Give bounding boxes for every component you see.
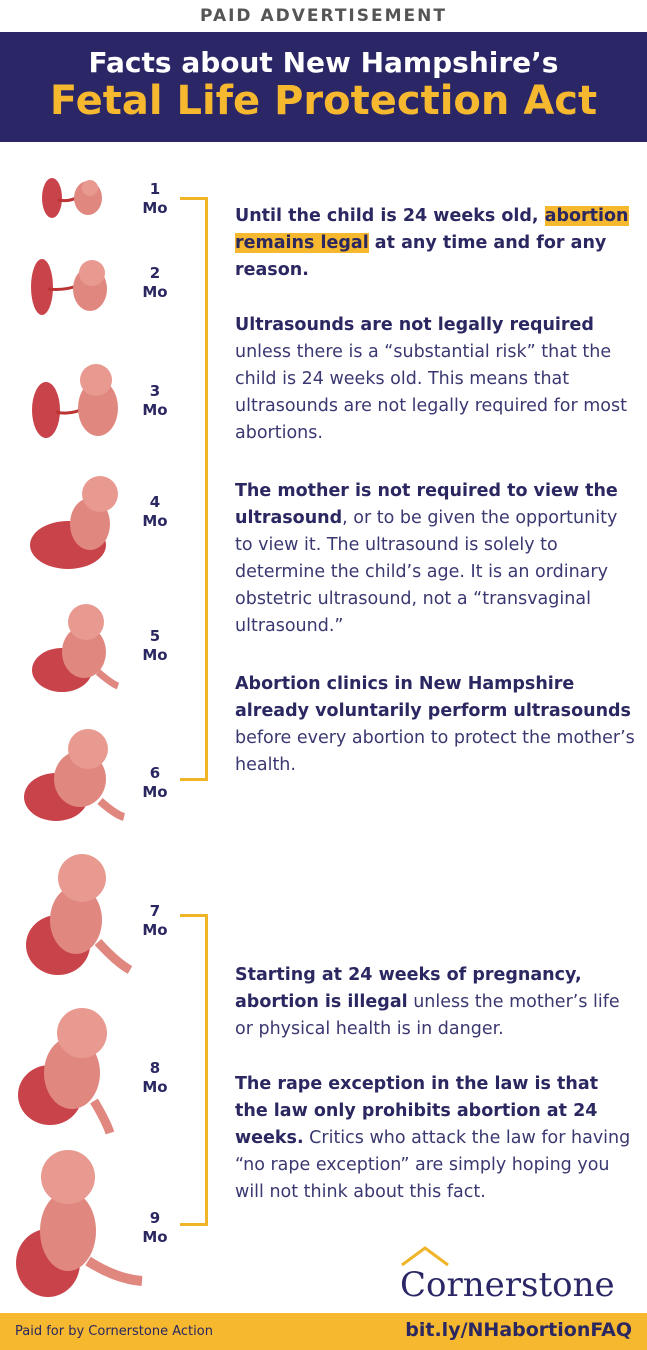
paragraph-mother-not-required-to-view: The mother is not required to view the ultrasound, or to be given the opportunity to view it. The ultrasound is solely to determine the child’s age. It is an ordinary obstetric ultrasound, not a “transvaginal ultrasound.” [235, 481, 618, 636]
paragraph-ultrasounds-not-required: Ultrasounds are not legally required unless there is a “substantial risk” that the child is 24 weeks old. This means that ultrasounds are not legally required for most abortions. [235, 315, 627, 443]
fetus-month-6-image [20, 725, 130, 825]
fetus-month-4-image [28, 470, 128, 570]
month-8-label: 8 Mo [142, 1059, 168, 1096]
paid-for-disclaimer: Paid for by Cornerstone Action [15, 1324, 213, 1339]
fetus-month-3-image [28, 360, 128, 445]
fetus-month-9-image [12, 1145, 147, 1305]
paid-advertisement-label: PAID ADVERTISEMENT [200, 6, 447, 26]
bracket-months-1-6 [180, 197, 208, 781]
title-line-1: Facts about New Hampshire’s [88, 46, 559, 79]
paragraph-clinics-perform-ultrasounds: Abortion clinics in New Hampshire already voluntarily perform ultrasounds before every abortion to protect the mother’s health. [235, 674, 635, 775]
month-9-label: 9 Mo [142, 1209, 168, 1246]
bracket-months-7-9 [180, 914, 208, 1226]
month-5-label: 5 Mo [142, 627, 168, 664]
fetus-month-7-image [20, 850, 135, 980]
faq-link[interactable]: bit.ly/NHabortionFAQ [405, 1319, 632, 1341]
fetus-month-2-image [28, 255, 118, 320]
fetus-month-8-image [14, 1005, 129, 1135]
highlight-abortion-remains-legal: abortion remains legal [235, 206, 629, 253]
fetus-month-5-image [28, 600, 128, 695]
footer-bar [0, 1313, 647, 1350]
title-line-2: Fetal Life Protection Act [49, 78, 598, 124]
paragraph-rape-exception: The rape exception in the law is that the law only prohibits abortion at 24 weeks. Critics who attack the law for having “no rape exception” are simply hoping you will not think about this fact. [235, 1074, 631, 1202]
fetus-month-1-image [38, 172, 108, 224]
month-6-label: 6 Mo [142, 764, 168, 801]
month-1-label: 1 Mo [142, 180, 168, 217]
month-4-label: 4 Mo [142, 493, 168, 530]
cornerstone-logo [400, 1245, 640, 1305]
paragraph-illegal-after-24-weeks: Starting at 24 weeks of pregnancy, abortion is illegal unless the mother’s life or physical health is in danger. [235, 965, 620, 1039]
header-banner [0, 32, 647, 142]
logo-wordmark: Cornerstone [400, 1265, 615, 1305]
month-3-label: 3 Mo [142, 382, 168, 419]
house-roof-icon [400, 1245, 450, 1267]
month-7-label: 7 Mo [142, 902, 168, 939]
month-2-label: 2 Mo [142, 264, 168, 301]
paragraph-legal-before-24-weeks: Until the child is 24 weeks old, abortion remains legal at any time and for any reason. [235, 206, 629, 280]
